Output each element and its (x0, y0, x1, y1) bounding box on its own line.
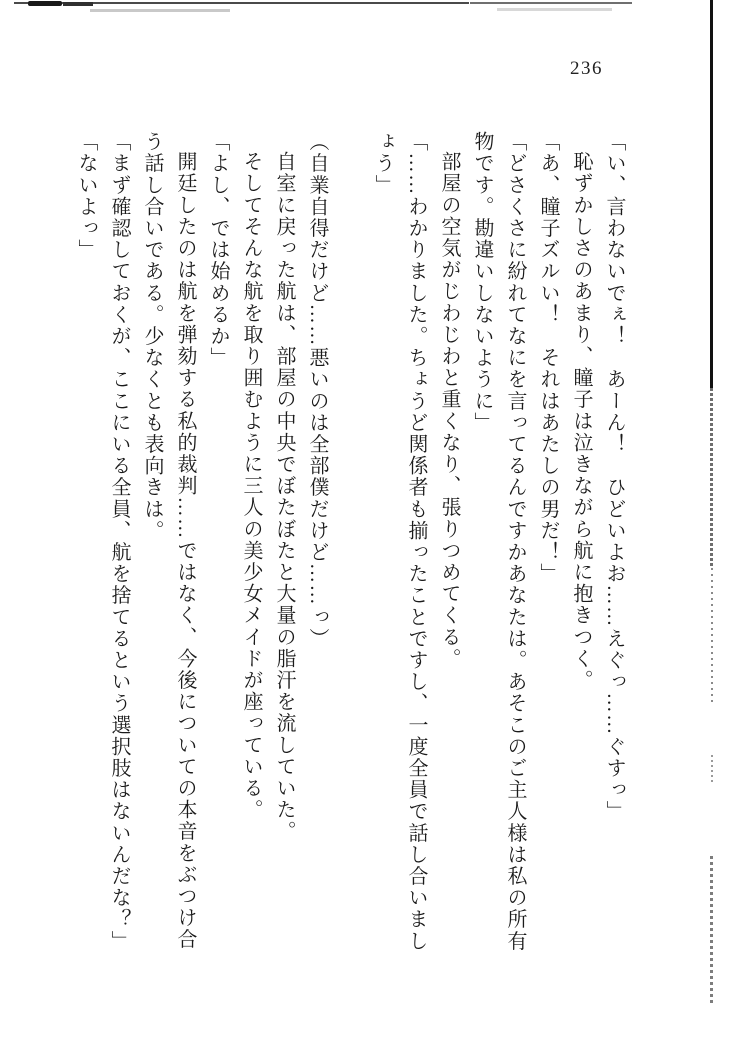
paragraph: （自業自得だけど……悪いのは全部僕だけど……っ） (306, 131, 328, 650)
scan-artifact-blob (28, 1, 62, 6)
text-block (69, 131, 630, 959)
paragraph: 開廷したのは航を弾劾する私的裁判……ではなく、今後についての本音をぶつけ合う話し合いである。少なくとも表向きは。 (141, 131, 196, 951)
paragraph: 「い、言わないでぇ！ あーん！ ひどいよお……えぐっ……ぐすっ」 (603, 131, 625, 823)
scene-break (333, 131, 366, 959)
scan-artifact-faint-line (90, 9, 230, 12)
page-number: 236 (570, 58, 603, 79)
paragraph: そしてそんな航を取り囲むように三人の美少女メイドが座っている。 (240, 151, 262, 821)
paragraph: 「ないよっ」 (75, 131, 97, 261)
page-edge-grain (711, 568, 713, 703)
paragraph: 恥ずかしさのあまり、瞳子は泣きながら航に抱きつく。 (570, 151, 592, 691)
paragraph: 「……わかりました。ちょうど関係者も揃ったことですし、一度全員で話し合いましょう」 (372, 131, 427, 952)
scan-artifact-blob (63, 2, 93, 6)
paragraph: 「まず確認しておくが、ここにいる全員、航を捨てるという選択肢はないんだな？」 (108, 131, 130, 952)
scan-artifact-faint-line (497, 8, 612, 11)
page-edge-line (710, 0, 713, 388)
paragraph: 「あ、瞳子ズルい！ それはあたしの男だ！」 (537, 131, 559, 585)
paragraph: 「どさくさに紛れてなにを言ってるんですかあなたは。あそこのご主人様は私の所有物です。勘違いしないように」 (471, 131, 526, 952)
page-edge-grain (710, 388, 713, 568)
scan-artifact-top-line-right (470, 2, 632, 4)
page-edge-grain (711, 755, 713, 783)
paragraph: 自室に戻った航は、部屋の中央でぼたぼたと大量の脂汗を流していた。 (273, 151, 295, 843)
page-edge-grain (710, 856, 713, 1006)
paragraph: 「よし、では始めるか」 (207, 131, 229, 369)
paragraph: 部屋の空気がじわじわと重くなり、張りつめてくる。 (438, 151, 460, 670)
